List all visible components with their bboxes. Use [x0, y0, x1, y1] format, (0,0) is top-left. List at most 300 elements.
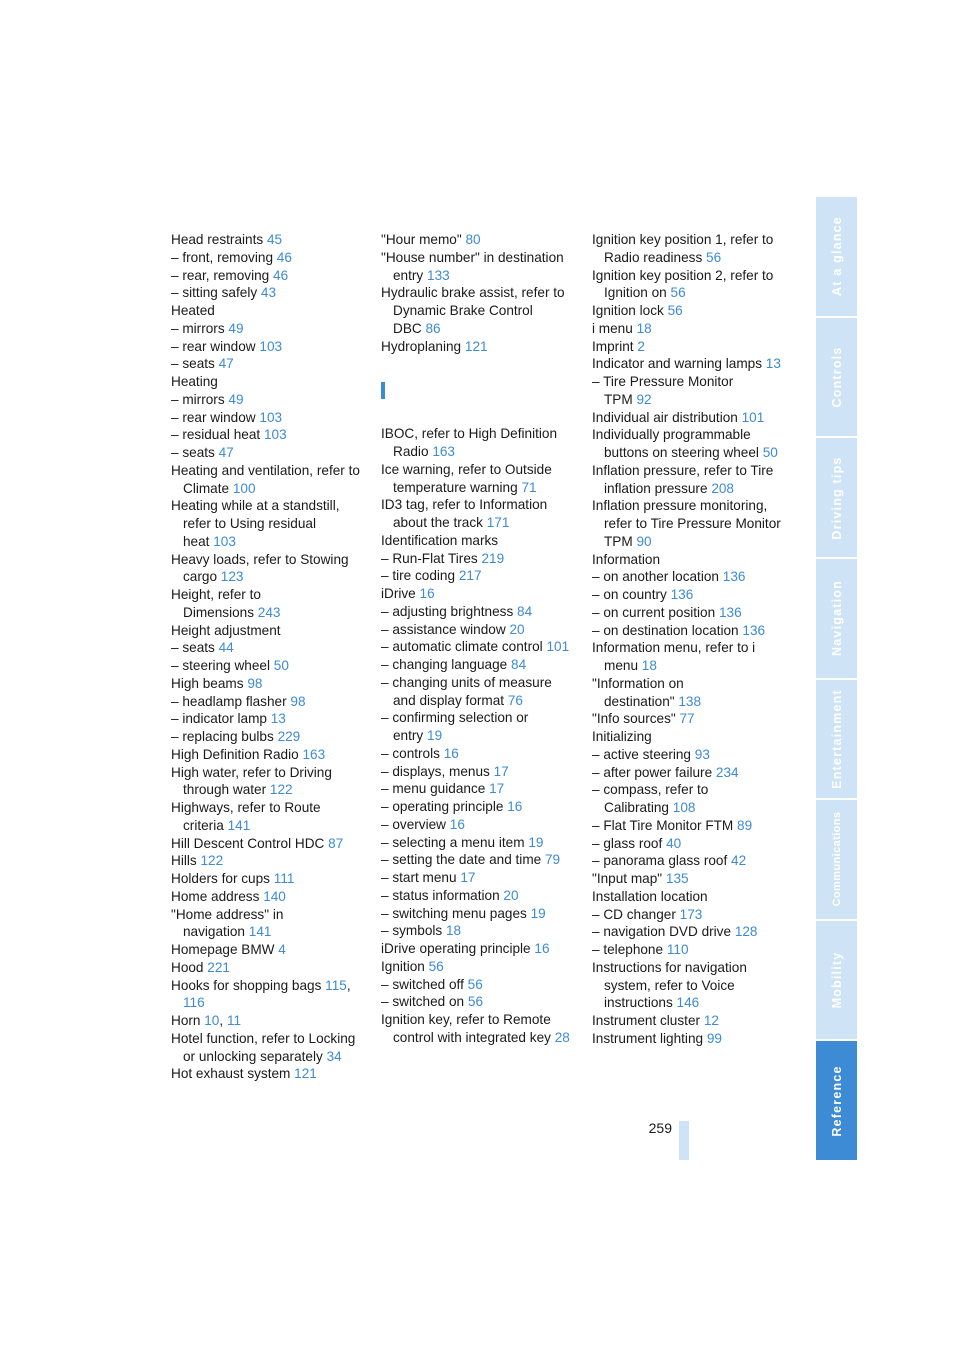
index-entry: [171, 1012, 361, 1030]
index-entry-text: Instrument cluster: [592, 1013, 701, 1028]
index-entry-text: High Definition Radio: [171, 746, 299, 762]
index-entry-text: iDrive: [381, 586, 416, 601]
index-entry: [592, 781, 784, 817]
page-ref-link[interactable]: 101: [546, 639, 570, 655]
index-entry: [592, 941, 784, 959]
index-entry: [592, 604, 784, 622]
index-entry-text: – operating principle: [381, 799, 504, 814]
index-entry-text: Individual air distribution: [592, 409, 738, 425]
page-ref-link[interactable]: 46: [273, 267, 289, 283]
index-entry: [592, 622, 784, 640]
index-entry: [171, 693, 361, 711]
page-ref-link[interactable]: 116: [183, 995, 205, 1011]
page-ref-link[interactable]: 56: [467, 994, 484, 1010]
index-entry-text: Home address: [171, 888, 260, 904]
index-entry-text: – displays, menus: [381, 763, 490, 779]
index-entry-text: Hot exhaust system: [171, 1066, 291, 1082]
page-ref-link[interactable]: 16: [449, 816, 465, 832]
index-entry-text: "House number" in destination entry: [381, 249, 564, 283]
index-entry-text: – active steering: [592, 746, 691, 762]
index-entry: [381, 763, 573, 781]
page-number: 259: [648, 1120, 672, 1136]
index-entry: [381, 603, 573, 621]
index-entry-text: Indicator and warning lamps: [592, 356, 763, 372]
index-entry-text: – controls: [381, 745, 440, 761]
index-entry-text: – rear window: [171, 409, 256, 425]
page-ref-link[interactable]: 229: [277, 729, 301, 744]
index-entry: [171, 764, 361, 800]
section-tab-entertainment[interactable]: [816, 680, 857, 801]
index-entry-text: Height adjustment: [171, 622, 281, 638]
index-entry: [592, 497, 784, 550]
index-entry: [381, 249, 573, 285]
page-ref-link[interactable]: 163: [302, 746, 326, 762]
index-entry-text: – rear, removing: [171, 267, 270, 283]
index-entry-text: – Tire Pressure Monitor TPM: [592, 374, 734, 407]
index-entry-text: – on destination location: [592, 622, 739, 638]
index-entry: [381, 834, 573, 852]
index-entry: [381, 425, 573, 461]
index-entry-text: – confirming selection or entry: [381, 710, 529, 743]
page-ref-link[interactable]: 171: [486, 515, 510, 530]
index-entry: [592, 675, 784, 711]
index-entry: [171, 426, 361, 444]
page-ref-link[interactable]: 103: [213, 533, 236, 549]
page-ref-link[interactable]: 19: [530, 905, 546, 921]
index-entry-text: Imprint: [592, 338, 634, 354]
section-tab-label: Controls: [829, 346, 844, 408]
index-entry: [592, 302, 784, 320]
page-ref-link[interactable]: 46: [276, 249, 292, 265]
page-ref-link[interactable]: 136: [670, 587, 694, 602]
index-entry-text: – start menu: [381, 870, 457, 885]
page-ref-link[interactable]: 173: [679, 906, 703, 922]
page-ref-link[interactable]: 56: [667, 303, 683, 318]
index-entry-text: – menu guidance: [381, 781, 486, 797]
index-entry-text: Ice warning, refer to Outside temperature warning: [381, 461, 552, 495]
index-column-1: [171, 231, 361, 1083]
index-entry-text: – changing units of measure and display format: [381, 674, 552, 708]
page-ref-link[interactable]: 2: [637, 338, 645, 354]
index-entry: [592, 870, 784, 888]
index-entry: [171, 462, 361, 498]
index-entry-text: Heating: [171, 374, 218, 389]
index-column-3: [592, 231, 784, 1048]
index-entry-text: – compass, refer to Calibrating: [592, 782, 709, 815]
index-entry: [381, 550, 573, 568]
page-ref-separator: ,: [346, 977, 351, 993]
index-entry: [171, 284, 361, 302]
page-ref-link[interactable]: 136: [742, 622, 766, 638]
index-entry-text: – selecting a menu item: [381, 834, 525, 850]
index-entry: [592, 551, 784, 569]
index-entry-text: Information menu, refer to i menu: [592, 640, 756, 673]
index-entry-text: Heavy loads, refer to Stowing cargo: [171, 551, 349, 585]
index-entry-text: – glass roof: [592, 835, 663, 851]
index-entry: [171, 338, 361, 356]
index-entry-text: "Info sources": [592, 711, 676, 727]
index-entry-text: – switched off: [381, 976, 464, 992]
index-entry: [381, 567, 573, 585]
index-entry-text: Heating while at a standstill, refer to Using residual heat: [171, 498, 340, 549]
index-entry-text: ID3 tag, refer to Information about the track: [381, 497, 548, 530]
index-entry-text: Inflation pressure monitoring, refer to Tire Pressure Monitor TPM: [592, 498, 781, 549]
index-entry: [381, 656, 573, 674]
page-ref-link[interactable]: 19: [427, 728, 443, 743]
page-ref-link[interactable]: 140: [263, 888, 286, 904]
page-ref-link[interactable]: 42: [731, 853, 747, 869]
index-entry: [171, 799, 361, 835]
page-ref-link[interactable]: 122: [200, 853, 224, 869]
page-ref-link[interactable]: 133: [427, 267, 450, 283]
page-ref-link[interactable]: 99: [706, 1030, 722, 1046]
index-entry: [171, 267, 361, 285]
page-ref-link[interactable]: 16: [534, 941, 550, 956]
page-ref-link[interactable]: 103: [259, 409, 283, 425]
page-ref-link[interactable]: 18: [636, 320, 652, 336]
page-ref-link[interactable]: 49: [228, 391, 244, 407]
page-ref-link[interactable]: 47: [218, 445, 234, 460]
index-entry: [381, 674, 573, 710]
index-entry: [171, 977, 361, 1013]
page-ref-link[interactable]: 146: [676, 995, 700, 1011]
index-entry: [381, 338, 573, 356]
page-ref-link[interactable]: 84: [511, 657, 527, 672]
page-ref-link[interactable]: 10: [204, 1013, 220, 1028]
index-entry-text: Hooks for shopping bags: [171, 977, 322, 993]
index-entry: [592, 728, 784, 746]
index-entry: [381, 958, 573, 976]
index-entry: [592, 568, 784, 586]
index-entry: [592, 373, 784, 409]
index-entry-text: – seats: [171, 640, 215, 656]
index-entry-text: Heating and ventilation, refer to Climate: [171, 462, 360, 496]
page-ref-link[interactable]: 100: [232, 480, 256, 496]
index-entry-text: – status information: [381, 887, 500, 903]
section-tab-label: Driving tips: [829, 455, 844, 540]
index-entry-text: – switching menu pages: [381, 905, 527, 921]
page-ref-link[interactable]: 17: [489, 781, 505, 797]
page-ref-link[interactable]: 136: [718, 604, 742, 620]
page-ref-link[interactable]: 56: [467, 976, 483, 992]
page-ref-link[interactable]: 80: [465, 232, 481, 247]
index-entry: [171, 888, 361, 906]
index-entry: [381, 993, 573, 1011]
page-ref-link[interactable]: 110: [666, 942, 689, 957]
section-tab-label: Mobility: [829, 951, 844, 1009]
index-entry-text: Installation location: [592, 888, 708, 904]
index-entry: [171, 852, 361, 870]
index-entry-text: "Input map": [592, 871, 663, 886]
index-entry: [592, 355, 784, 373]
page-ref-link[interactable]: 208: [711, 480, 734, 496]
page-ref-link[interactable]: 221: [207, 959, 230, 975]
page-ref-link[interactable]: 28: [554, 1029, 570, 1045]
page-ref-link[interactable]: 234: [715, 764, 739, 780]
index-entry-text: – on country: [592, 587, 667, 602]
index-entry: [171, 551, 361, 587]
page-ref-link[interactable]: 56: [428, 958, 444, 974]
page-ref-link[interactable]: 77: [679, 711, 695, 727]
index-entry-text: IBOC, refer to High Definition Radio: [381, 426, 558, 459]
index-entry-text: Ignition key, refer to Remote control with integrated key: [381, 1012, 551, 1045]
index-entry: [592, 639, 784, 675]
index-entry-text: – steering wheel: [171, 658, 270, 673]
page-ref-link[interactable]: 87: [328, 835, 344, 851]
index-entry-text: – residual heat: [171, 427, 261, 443]
page-ref-link[interactable]: 11: [226, 1013, 242, 1028]
index-entry: [171, 1065, 361, 1083]
index-entry: [381, 816, 573, 834]
page-ref-link[interactable]: 111: [273, 871, 295, 886]
index-entry-text: Hills: [171, 853, 197, 869]
page-ref-link[interactable]: 115: [325, 977, 347, 993]
index-entry: [171, 302, 361, 320]
index-entry: [171, 675, 361, 693]
index-entry-text: Ignition: [381, 958, 425, 974]
index-entry: [381, 709, 573, 745]
index-entry: [171, 409, 361, 427]
index-entry: [592, 852, 784, 870]
index-entry: [171, 906, 361, 942]
page-ref-link[interactable]: 123: [220, 569, 244, 585]
index-entry-text: Hydroplaning: [381, 338, 462, 354]
index-entry: [592, 426, 784, 462]
index-entry: [381, 780, 573, 798]
index-entry-text: – replacing bulbs: [171, 729, 274, 744]
page-ref-link[interactable]: 13: [270, 711, 286, 727]
index-entry-text: – setting the date and time: [381, 852, 542, 868]
index-entry-text: Hotel function, refer to Locking or unlocking separately: [171, 1030, 356, 1064]
page-ref-link[interactable]: 108: [672, 800, 696, 815]
page-ref-link[interactable]: 121: [294, 1066, 317, 1082]
index-entry: [381, 940, 573, 958]
index-entry-text: – headlamp flasher: [171, 693, 287, 709]
index-entry: [381, 638, 573, 656]
page-ref-link[interactable]: 34: [326, 1048, 342, 1064]
index-entry: [592, 710, 784, 728]
index-entry-text: Instructions for navigation system, refer to Voice instructions: [592, 959, 747, 1011]
index-entry-text: – after power failure: [592, 764, 713, 780]
section-letter-marker: [381, 382, 385, 399]
page-ref-link[interactable]: 103: [263, 427, 287, 443]
page-ref-link[interactable]: 17: [460, 870, 476, 885]
index-entry: [381, 585, 573, 603]
page-ref-link[interactable]: 4: [278, 942, 286, 957]
index-entry-text: High water, refer to Driving through water: [171, 764, 332, 798]
index-entry: [171, 959, 361, 977]
page-ref-link[interactable]: 56: [670, 285, 686, 301]
page-ref-link[interactable]: 16: [507, 799, 523, 814]
index-entry: [171, 373, 361, 391]
index-entry: [381, 231, 573, 249]
index-entry: [592, 267, 784, 303]
page-ref-separator: ,: [219, 1013, 227, 1028]
page-ref-link[interactable]: 217: [458, 568, 482, 584]
index-entry-text: Homepage BMW: [171, 942, 275, 957]
page-ref-link[interactable]: 17: [493, 763, 509, 779]
index-entry-text: iDrive operating principle: [381, 941, 531, 956]
index-entry-text: – navigation DVD drive: [592, 924, 732, 940]
index-column-2: [381, 231, 573, 1047]
index-entry-text: – indicator lamp: [171, 711, 267, 727]
page-ref-link[interactable]: 56: [706, 249, 722, 265]
page-ref-link[interactable]: 79: [545, 852, 561, 868]
index-entry-text: Information: [592, 551, 661, 567]
index-entry: [381, 922, 573, 940]
page-ref-link[interactable]: 136: [722, 569, 746, 585]
page-ref-link[interactable]: 103: [259, 338, 283, 354]
section-tabs-sidebar: [816, 197, 857, 1160]
index-entry: [381, 496, 573, 532]
section-tab-at-a-glance[interactable]: [816, 197, 857, 318]
page-ref-link[interactable]: 93: [694, 746, 710, 762]
page-ref-link[interactable]: 138: [678, 693, 702, 709]
page-ref-link[interactable]: 43: [260, 285, 277, 301]
index-entry-text: Highways, refer to Route criteria: [171, 800, 321, 833]
section-tab-controls[interactable]: [816, 318, 857, 439]
index-entry-text: Height, refer to Dimensions: [171, 587, 261, 620]
index-entry: [381, 532, 573, 550]
index-entry-text: – automatic climate control: [381, 639, 543, 655]
page-ref-link[interactable]: 90: [636, 533, 652, 549]
page-ref-link[interactable]: 20: [503, 887, 519, 903]
page-ref-link[interactable]: 121: [464, 338, 488, 354]
index-entry-text: – assistance window: [381, 621, 506, 637]
index-entry-text: Initializing: [592, 729, 652, 744]
index-entry: [592, 764, 784, 782]
page-ref-link[interactable]: 84: [517, 603, 533, 619]
page-ref-link[interactable]: 45: [266, 232, 283, 247]
index-entry: [592, 923, 784, 941]
index-entry-text: Head restraints: [171, 232, 264, 247]
section-tab-driving-tips[interactable]: [816, 438, 857, 559]
index-entry: [592, 586, 784, 604]
section-tab-communications[interactable]: [816, 800, 857, 921]
index-entry: [592, 409, 784, 427]
page-ref-link[interactable]: 12: [703, 1013, 719, 1028]
page-ref-link[interactable]: 163: [432, 444, 455, 459]
page-ref-link[interactable]: 98: [290, 693, 306, 709]
index-entry: [592, 817, 784, 835]
section-tab-navigation[interactable]: [816, 559, 857, 680]
index-entry-text: Hill Descent Control HDC: [171, 835, 325, 851]
page-ref-link[interactable]: 243: [257, 604, 281, 620]
page-ref-link[interactable]: 89: [737, 817, 753, 833]
index-entry-text: Identification marks: [381, 532, 499, 548]
index-entry-text: – front, removing: [171, 249, 273, 265]
page-ref-link[interactable]: 44: [218, 640, 234, 656]
section-tab-label: Communications: [830, 812, 843, 907]
page-ref-link[interactable]: 49: [228, 320, 244, 336]
page-ref-link[interactable]: 92: [636, 391, 652, 407]
page-ref-link[interactable]: 16: [443, 745, 459, 761]
index-entry: [592, 1012, 784, 1030]
index-entry: [171, 870, 361, 888]
page-number-bar: [679, 1121, 689, 1160]
page-ref-link[interactable]: 20: [509, 621, 525, 637]
page-ref-link[interactable]: 19: [528, 834, 544, 850]
page-ref-link[interactable]: 141: [248, 924, 272, 940]
page-ref-link[interactable]: 40: [666, 835, 682, 851]
index-entry: [592, 746, 784, 764]
page-ref-link[interactable]: 18: [641, 658, 657, 673]
index-entry-text: – seats: [171, 356, 215, 372]
page-ref-link[interactable]: 86: [425, 320, 441, 336]
index-entry-text: – Run-Flat Tires: [381, 550, 478, 566]
index-entry: [171, 639, 361, 657]
page-ref-link[interactable]: 141: [227, 817, 251, 833]
index-entry: [381, 1011, 573, 1047]
index-entry: [381, 887, 573, 905]
page-ref-link[interactable]: 135: [665, 871, 689, 886]
index-entry: [381, 851, 573, 869]
page-ref-link[interactable]: 219: [481, 550, 505, 566]
section-tab-label: At a glance: [829, 216, 844, 297]
index-entry: [381, 621, 573, 639]
page-ref-link[interactable]: 101: [741, 409, 765, 425]
page-ref-link[interactable]: 71: [521, 479, 537, 495]
index-entry-text: – on another location: [592, 569, 719, 585]
index-entry: [171, 728, 361, 746]
index-entry-text: Heated: [171, 303, 215, 318]
index-entry-text: Individually programmable buttons on steering wheel: [592, 427, 759, 460]
page-ref-link[interactable]: 76: [507, 692, 523, 708]
index-entry-text: Inflation pressure, refer to Tire inflation pressure: [592, 462, 774, 496]
index-entry: [171, 622, 361, 640]
index-entry-text: i menu: [592, 320, 633, 336]
index-entry-text: – CD changer: [592, 906, 676, 922]
section-tab-mobility[interactable]: [816, 921, 857, 1042]
index-entry-text: Hydraulic brake assist, refer to Dynamic Brake Control DBC: [381, 285, 565, 336]
index-entry-text: – mirrors: [171, 320, 225, 336]
index-entry: [592, 959, 784, 1012]
index-entry-text: – switched on: [381, 994, 465, 1010]
page-ref-link[interactable]: 47: [218, 356, 234, 372]
index-entry: [592, 320, 784, 338]
section-tab-reference[interactable]: [816, 1041, 857, 1160]
page-ref-link[interactable]: 18: [445, 923, 462, 939]
page-ref-link[interactable]: 122: [269, 782, 293, 798]
index-entry: [171, 391, 361, 409]
page-ref-link[interactable]: 13: [765, 356, 781, 372]
index-entry: [381, 976, 573, 994]
page-ref-link[interactable]: 98: [247, 675, 263, 691]
index-entry: [592, 888, 784, 906]
index-entry-text: – telephone: [592, 942, 664, 957]
page-ref-link[interactable]: 50: [762, 445, 778, 460]
index-entry: [171, 444, 361, 462]
index-entry: [171, 320, 361, 338]
index-entry-text: – sitting safely: [171, 285, 258, 301]
index-entry-text: – on current position: [592, 604, 716, 620]
page-ref-link[interactable]: 50: [273, 658, 289, 673]
index-entry: [381, 745, 573, 763]
page-ref-link[interactable]: 128: [734, 924, 758, 940]
index-entry: [381, 798, 573, 816]
index-entry-text: Instrument lighting: [592, 1030, 704, 1046]
index-entry: [381, 461, 573, 497]
index-entry: [381, 869, 573, 887]
section-tab-label: Navigation: [829, 580, 844, 657]
index-entry: [592, 906, 784, 924]
index-entry: [171, 355, 361, 373]
index-entry: [171, 1030, 361, 1066]
index-entry-text: Ignition key position 2, refer to Ignition on: [592, 267, 774, 301]
index-entry-text: Holders for cups: [171, 871, 270, 886]
index-entry: [171, 746, 361, 764]
page-ref-link[interactable]: 16: [419, 586, 435, 601]
